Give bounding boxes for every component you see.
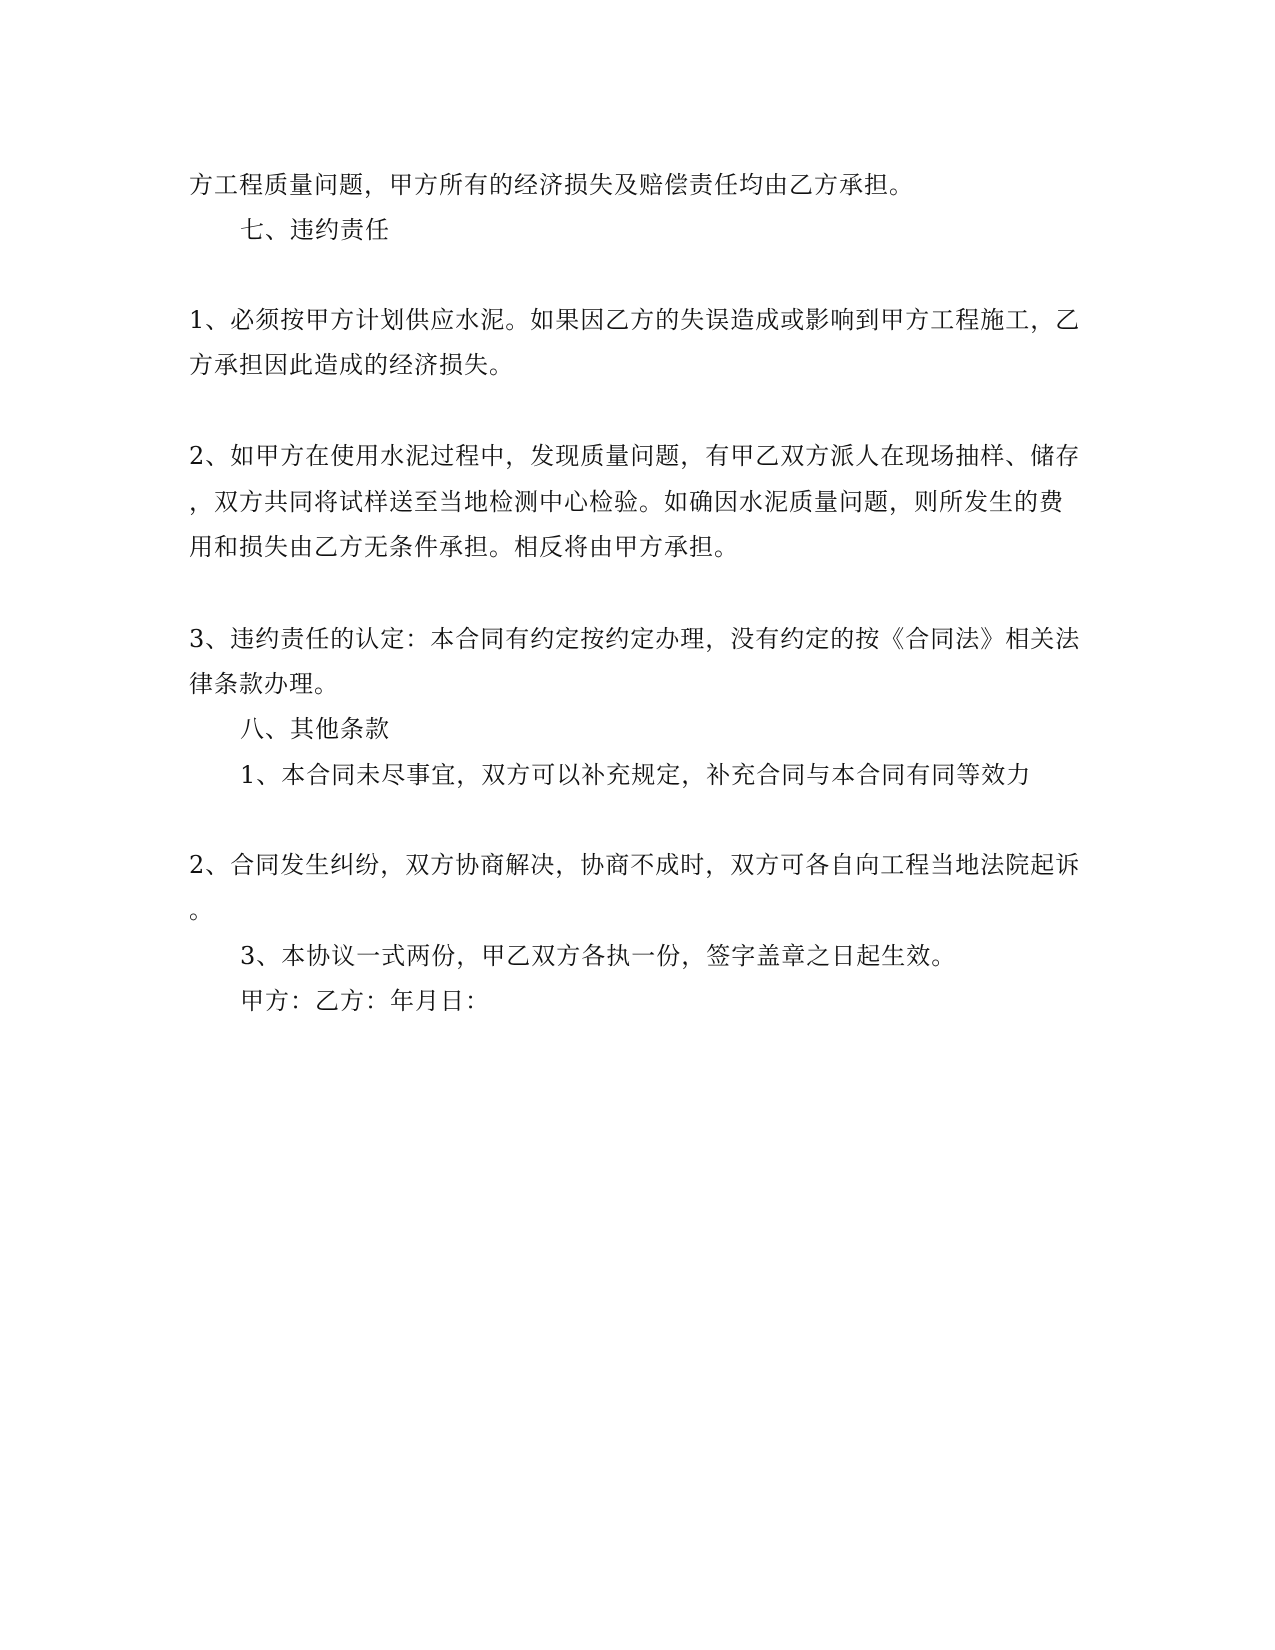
signature-line: 甲方：乙方：年月日： — [240, 987, 490, 1015]
text-line: 。 — [189, 896, 214, 924]
section-heading: 八、其他条款 — [240, 715, 390, 743]
text-line: ，双方共同将试样送至当地检测中心检验。如确因水泥质量问题，则所发生的费 — [189, 488, 1064, 516]
section-heading: 七、违约责任 — [240, 216, 390, 244]
text-line: 2、如甲方在使用水泥过程中，发现质量问题，有甲乙双方派人在现场抽样、储存 — [189, 442, 1081, 470]
text-line: 2、合同发生纠纷，双方协商解决，协商不成时，双方可各自向工程当地法院起诉 — [189, 851, 1081, 879]
text-line: 3、本协议一式两份，甲乙双方各执一份，签字盖章之日起生效。 — [240, 942, 957, 970]
text-line: 3、违约责任的认定：本合同有约定按约定办理，没有约定的按《合同法》相关法 — [189, 625, 1081, 653]
text-line: 方承担因此造成的经济损失。 — [189, 351, 514, 379]
text-line: 1、本合同未尽事宜，双方可以补充规定，补充合同与本合同有同等效力 — [240, 761, 1032, 789]
text-line: 律条款办理。 — [189, 670, 339, 698]
text-line: 方工程质量问题，甲方所有的经济损失及赔偿责任均由乙方承担。 — [189, 171, 914, 199]
text-line: 用和损失由乙方无条件承担。相反将由甲方承担。 — [189, 533, 739, 561]
text-line: 1、必须按甲方计划供应水泥。如果因乙方的失误造成或影响到甲方工程施工，乙 — [189, 306, 1081, 334]
